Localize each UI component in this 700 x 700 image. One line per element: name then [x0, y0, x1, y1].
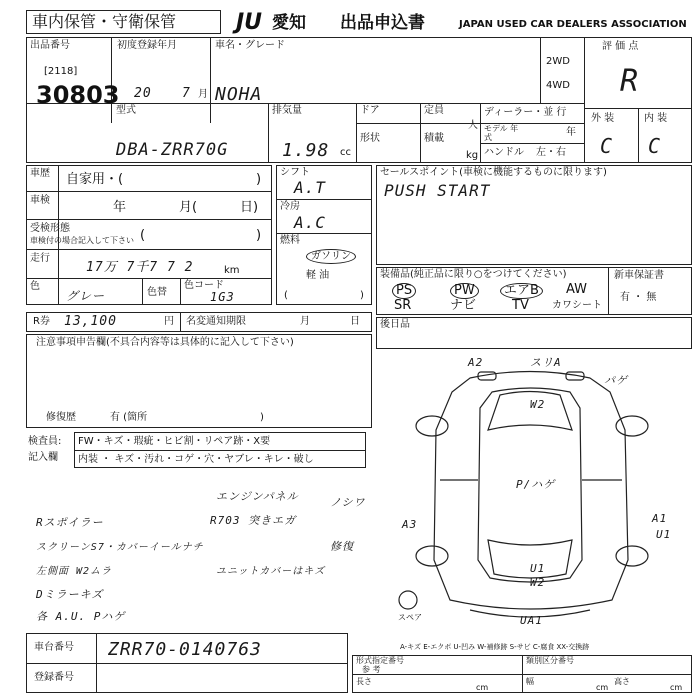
first-reg-label: 初度登録年月	[117, 40, 177, 51]
exterior-value: C	[600, 134, 614, 158]
model-value: DBA-ZRR70G	[116, 140, 229, 160]
note-wrinkle: ノシワ	[330, 496, 366, 509]
displacement-label: 排気量	[272, 105, 302, 116]
model-label: 型式	[116, 105, 136, 116]
dmg-a3: A3	[402, 518, 418, 531]
repair-value: 有 (箇所	[110, 412, 148, 423]
dmg-w2-rear: W2	[530, 576, 546, 589]
weight-unit: kg	[466, 150, 479, 161]
note-d-mirror: Dミラーキズ	[36, 588, 104, 601]
repair-close: )	[260, 412, 264, 423]
dealer-label: ディーラー・並 行	[484, 107, 567, 118]
rating-value: R	[620, 64, 640, 99]
sales-point-value: PUSH START	[384, 181, 491, 200]
ac-value: A.C	[294, 213, 326, 232]
color-label: 色	[30, 281, 40, 292]
rating-label: 評 価 点	[602, 41, 639, 52]
category-label: 類別区分番号	[526, 656, 574, 665]
inspection-year: 年	[113, 200, 127, 215]
new-warranty-label: 新車保証書	[614, 270, 664, 281]
equip-seat: カワシート	[552, 300, 602, 311]
width-label: 幅	[526, 677, 534, 686]
dmg-u1-right: U1	[656, 528, 672, 541]
fuel-value: ガソリン	[306, 249, 356, 264]
interior-label: 内 装	[644, 113, 668, 124]
chassis-value: ZRR70-0140763	[108, 639, 262, 660]
notes-label: 注意事項申告欄(不具合内容等は具体的に記入して下さい)	[36, 337, 294, 348]
inspector-label-2: 記入欄	[28, 452, 58, 463]
weight-label: 積載	[424, 133, 444, 144]
dmg-ua1: UA1	[520, 614, 543, 627]
equipment-label: 装備品(純正品に限り○をつけてください)	[380, 269, 567, 280]
equip-navi: ナビ	[450, 298, 477, 313]
car-name: NOHA	[215, 84, 263, 105]
name-change-day: 日	[350, 316, 360, 327]
note-engine-panel: エンジンパネル	[216, 490, 299, 503]
name-change-month: 月	[300, 316, 310, 327]
inspection-month: 月(	[179, 200, 198, 215]
drive-2wd: 2WD	[546, 56, 570, 67]
inspection-day: 日)	[240, 200, 259, 215]
reference-label: 参 考	[362, 665, 381, 674]
dmg-u1-rear: U1	[530, 562, 546, 575]
capacity-unit: 人	[468, 120, 478, 131]
door-label: ドア	[360, 105, 380, 116]
note-screen: スクリーンS7・カバーイールナチ	[36, 542, 204, 553]
dmg-a2: A2	[468, 356, 484, 369]
ac-label: 冷房	[280, 201, 300, 212]
shift-label: シフト	[280, 167, 310, 178]
ju-logo: JU	[236, 10, 263, 35]
back-date-label: 後日品	[380, 319, 410, 330]
dmg-roof: P/ハゲ	[516, 478, 556, 491]
region-name: 愛知	[272, 13, 306, 33]
lot-number: 30803	[36, 81, 120, 109]
form-title: 出品申込書	[340, 13, 425, 33]
usage-close: )	[256, 172, 262, 187]
drive-4wd: 4WD	[546, 80, 570, 91]
height-label: 高さ	[614, 677, 630, 686]
receive-close: )	[256, 228, 262, 243]
note-r703: R703 突きエガ	[210, 514, 297, 527]
recycle-unit: 円	[164, 316, 174, 327]
dmg-w2-front: W2	[530, 398, 546, 411]
handle-options: 左・右	[536, 147, 566, 158]
inspection-label: 車検	[30, 195, 50, 206]
mileage-unit: km	[224, 265, 240, 276]
note-r-spoiler: Rスポイラー	[36, 516, 104, 529]
spare-label: スペア	[398, 613, 422, 622]
note-repair: 修復	[330, 540, 354, 553]
recycle-value: 13,100	[64, 314, 117, 329]
name-change-label: 名変通知期限	[186, 316, 246, 327]
equip-airbag: エアB	[500, 283, 543, 299]
usage-label: 車歴	[30, 168, 50, 179]
mileage-value: 17万 7千7 7 2	[86, 260, 194, 275]
dmg-hage: パゲ	[604, 374, 628, 387]
first-reg-year: 20	[134, 86, 152, 101]
damage-legend: A-キズ E-エクボ U-凹み W-補修跡 S-サビ C-腐食 XX-交換跡	[400, 643, 590, 651]
equip-ps: PS	[392, 283, 416, 299]
color-value: グレー	[66, 289, 106, 303]
form-type-label: 形式指定番号	[356, 656, 404, 665]
note-left-side: 左側面 W2ムラ	[36, 566, 113, 577]
inspector-line-1: FW・キズ・瑕疵・ヒビ割・リペア跡・X要	[78, 436, 271, 447]
year-unit: 年	[566, 127, 576, 138]
width-unit: cm	[596, 683, 609, 692]
association-name: JAPAN USED CAR DEALERS ASSOCIATION	[459, 19, 687, 30]
lot-sub: [2118]	[44, 66, 78, 77]
repair-label: 修復歴	[46, 412, 76, 423]
inspector-label: 検査員:	[28, 436, 62, 447]
handle-label: ハンドル	[484, 147, 524, 158]
model-year-label: モデル 年式	[484, 124, 519, 142]
capacity-label: 定員	[424, 105, 444, 116]
interior-value: C	[648, 134, 662, 158]
inspector-line-2: 内装 ・ キズ・汚れ・コゲ・穴・ヤブレ・キレ・破し	[78, 454, 314, 465]
car-name-label: 車名・グレード	[215, 40, 285, 51]
fuel-paren: (	[284, 290, 288, 301]
length-unit: cm	[476, 683, 489, 692]
fuel-light: 軽 油	[306, 270, 330, 281]
length-label: 長さ	[356, 677, 372, 686]
displacement-unit: cc	[340, 147, 351, 158]
storage-title: 車内保管・守衛保管	[32, 12, 177, 31]
mileage-label: 走行	[30, 253, 50, 264]
equip-tv: TV	[512, 298, 529, 313]
note-unit-cover: ユニットカバーはキズ	[216, 566, 326, 577]
dmg-a1: A1	[652, 512, 668, 525]
color-swap-label: 色替	[147, 287, 167, 298]
note-each: 各 A.U. Pハゲ	[36, 610, 126, 623]
equip-aw: AW	[566, 282, 588, 297]
fuel-label: 燃料	[280, 235, 300, 246]
color-code-label: 色コード	[184, 280, 224, 291]
exterior-label: 外 装	[591, 113, 615, 124]
equip-sr: SR	[394, 298, 412, 313]
receive-paren: (	[140, 228, 146, 243]
height-unit: cm	[670, 683, 683, 692]
new-warranty-options: 有 ・ 無	[620, 292, 657, 303]
shift-value: A.T	[294, 178, 326, 197]
equip-pw: PW	[450, 283, 479, 299]
first-reg-month-unit: 月	[198, 89, 208, 100]
usage-value: 自家用・(	[66, 172, 124, 187]
chassis-label: 車台番号	[34, 642, 74, 653]
first-reg-month: 7	[182, 86, 191, 101]
recycle-label: R券	[33, 316, 50, 327]
color-code-value: 1G3	[210, 290, 235, 304]
shape-label: 形状	[360, 133, 380, 144]
reg-no-label: 登録番号	[34, 672, 74, 683]
dmg-scratch: スリA	[530, 356, 562, 369]
receive-note: 車検付の場合記入して下さい	[30, 236, 134, 245]
fuel-close: )	[360, 290, 364, 301]
receive-label: 受検形態	[30, 223, 70, 234]
displacement-value: 1.98	[282, 140, 330, 161]
sales-point-label: セールスポイント(車検に機能するものに限ります)	[380, 167, 607, 178]
lot-number-label: 出品番号	[30, 40, 70, 51]
